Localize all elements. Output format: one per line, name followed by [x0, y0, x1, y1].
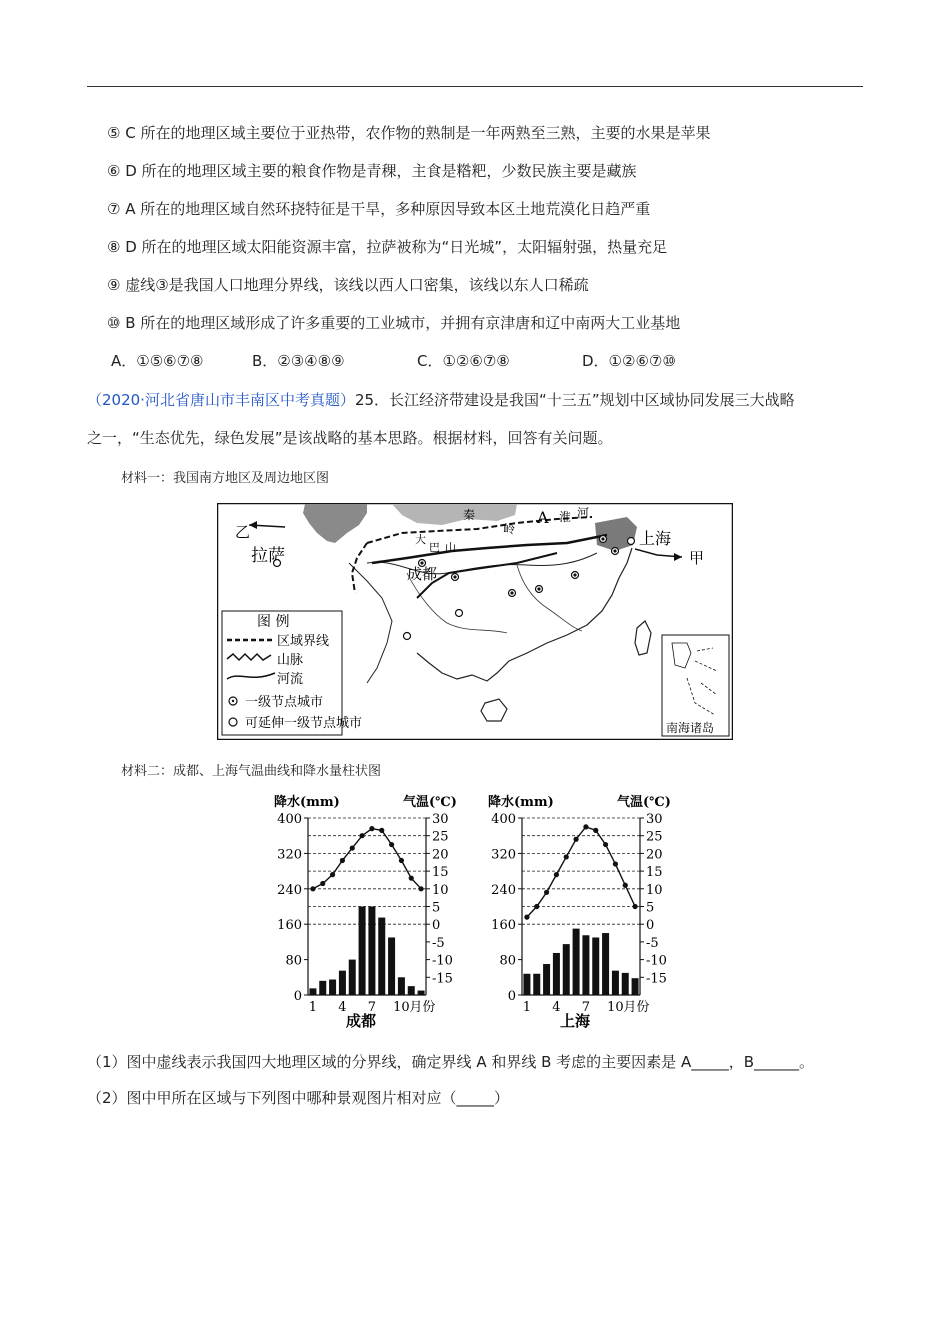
temp-point [389, 842, 394, 847]
month-tick-label: 7 [367, 1000, 377, 1015]
precip-bar [612, 971, 619, 995]
label-he: 河 [577, 506, 590, 520]
precip-tick-label: 320 [277, 847, 302, 863]
precip-bar [573, 929, 580, 995]
month-tick-label: 4 [338, 1000, 347, 1015]
precip-bar [563, 944, 570, 995]
precip-tick-label: 0 [293, 989, 302, 1004]
temp-tick-label: 5 [646, 900, 655, 916]
temp-tick-label: 0 [432, 918, 441, 934]
south-china-map [217, 503, 733, 740]
temp-point [399, 858, 404, 863]
option-b: B．②③④⑧⑨ [252, 352, 345, 370]
temp-tick-label: 30 [432, 812, 449, 827]
precip-bar [329, 980, 336, 995]
map-legend [222, 611, 362, 735]
material-2-caption: 材料二：成都、上海气温曲线和降水量柱状图 [121, 764, 382, 779]
node-hangzhou [628, 538, 635, 545]
label-qin: 秦 [463, 508, 476, 522]
temp-line [313, 829, 421, 889]
temp-tick-label: 0 [646, 918, 655, 934]
node-wuhan-center [574, 574, 576, 576]
question-25-stem: 25．长江经济带建设是我国“十三五”规划中区域协同发展三大战略 [354, 391, 795, 409]
label-a: A [537, 508, 549, 527]
label-chengdu: 成都 [407, 565, 438, 583]
month-axis-suffix: 月份 [409, 1000, 436, 1015]
temp-point [613, 861, 618, 866]
temp-tick-label: 25 [646, 829, 663, 845]
precip-bar [339, 971, 346, 995]
precip-bar [388, 937, 395, 995]
legend-mountain: 山脉 [277, 653, 304, 668]
temp-point [359, 833, 364, 838]
precip-bar [408, 986, 415, 995]
temp-tick-label: -5 [432, 935, 445, 951]
temp-point [350, 845, 355, 850]
label-ba: 巴 [429, 541, 440, 554]
temp-point [564, 854, 569, 859]
temp-tick-label: 15 [432, 865, 449, 881]
precip-bar [553, 953, 560, 995]
temp-point [379, 828, 384, 833]
question-25-line2: 之一，“生态优先，绿色发展”是该战略的基本思路。根据材料，回答有关问题。 [87, 429, 613, 447]
temp-point [320, 881, 325, 886]
south-sea-inset [662, 635, 729, 736]
precip-tick-label: 320 [491, 847, 516, 863]
statement-8: ⑧ D 所在的地理区域太阳能资源丰富，拉萨被称为“日光城”，太阳辐射强，热量充足 [107, 238, 668, 256]
statement-9: ⑨ 虚线③是我国人口地理分界线，该线以西人口密集，该线以东人口稀疏 [107, 276, 589, 294]
precip-bar [398, 977, 405, 995]
precip-bar [319, 981, 326, 995]
temp-point [310, 886, 315, 891]
temp-axis-title: 气温(℃) [403, 795, 457, 810]
temp-tick-label: 10 [646, 882, 663, 898]
temp-point [623, 883, 628, 888]
node-guiyang [456, 610, 463, 617]
label-huai: 淮 [559, 510, 572, 524]
temp-point [593, 828, 598, 833]
temp-tick-label: 20 [432, 847, 449, 863]
month-tick-label: 10 [393, 1000, 410, 1015]
precip-axis-title: 降水(mm) [488, 795, 554, 810]
temp-point [418, 886, 423, 891]
temp-line [527, 827, 635, 917]
label-yi: 乙 [235, 523, 251, 541]
precip-tick-label: 0 [507, 989, 516, 1004]
precip-tick-label: 80 [499, 953, 516, 969]
statement-7: ⑦ A 所在的地理区域自然环挠特征是干旱，多种原因导致本区土地荒漠化日趋严重 [107, 200, 651, 218]
climate-chart-chengdu [268, 790, 468, 1035]
month-tick-label: 1 [522, 1000, 532, 1015]
temp-tick-label: 20 [646, 847, 663, 863]
temp-point [534, 904, 539, 909]
label-da: 大 [415, 533, 426, 546]
temp-point [369, 826, 374, 831]
option-d: D．①②⑥⑦⑩ [582, 352, 676, 370]
legend-node-city: 一级节点城市 [245, 695, 324, 710]
precip-tick-label: 400 [277, 812, 302, 827]
precip-tick-label: 240 [277, 882, 302, 898]
precip-bar [543, 964, 550, 995]
climate-chart-shanghai [482, 790, 682, 1035]
temp-tick-label: -15 [646, 971, 667, 987]
label-ling: 岭 [503, 522, 516, 536]
node-nanjing-center [614, 550, 616, 552]
temp-point [409, 876, 414, 881]
precip-bar [349, 960, 356, 995]
statement-10: ⑩ B 所在的地理区域形成了许多重要的工业城市，并拥有京津唐和辽中南两大工业基地 [107, 314, 681, 332]
temp-point [340, 858, 345, 863]
temp-tick-label: -10 [432, 953, 453, 969]
precip-tick-label: 160 [277, 918, 302, 934]
precip-tick-label: 80 [285, 953, 302, 969]
precip-bar [368, 907, 375, 996]
temp-point [524, 915, 529, 920]
temp-tick-label: 30 [646, 812, 663, 827]
precip-tick-label: 240 [491, 882, 516, 898]
node-chongqing-center [454, 576, 456, 578]
question-source: （2020·河北省唐山市丰南区中考真题） [87, 391, 355, 409]
temp-point [554, 872, 559, 877]
temp-point [573, 837, 578, 842]
node-nanchang-center [538, 588, 540, 590]
precip-bar [582, 935, 589, 995]
header-rule [87, 86, 863, 87]
material-1-caption: 材料一：我国南方地区及周边地区图 [121, 471, 330, 486]
temp-tick-label: -5 [646, 935, 659, 951]
temp-tick-label: 5 [432, 900, 441, 916]
temp-tick-label: 25 [432, 829, 449, 845]
legend-boundary: 区域界线 [277, 634, 330, 649]
statement-5: ⑤ C 所在的地理区域主要位于亚热带，农作物的熟制是一年两熟至三熟，主要的水果是苹果 [107, 124, 711, 142]
temp-tick-label: 10 [432, 882, 449, 898]
legend-title: 图 例 [257, 614, 290, 630]
chart-title: 成都 [345, 1012, 377, 1030]
month-tick-label: 10 [607, 1000, 624, 1015]
temp-tick-label: 15 [646, 865, 663, 881]
month-tick-label: 4 [552, 1000, 561, 1015]
precip-axis-title: 降水(mm) [274, 795, 340, 810]
precip-tick-label: 160 [491, 918, 516, 934]
option-a: A．①⑤⑥⑦⑧ [111, 352, 204, 370]
precip-tick-label: 400 [491, 812, 516, 827]
temp-axis-title: 气温(℃) [617, 795, 671, 810]
question-2: （2）图中甲所在区域与下列图中哪种景观图片相对应（_____） [87, 1089, 510, 1107]
question-1: （1）图中虚线表示我国四大地理区域的分界线，确定界线 A 和界线 B 考虑的主要因素是 A_____，B______。 [87, 1053, 814, 1071]
temp-point [632, 904, 637, 909]
precip-bar [602, 933, 609, 995]
option-c: C．①②⑥⑦⑧ [417, 352, 510, 370]
temp-point [603, 842, 608, 847]
month-axis-suffix: 月份 [623, 1000, 650, 1015]
precip-bar [632, 978, 639, 995]
question-25-line1 [87, 390, 795, 410]
month-tick-label: 7 [581, 1000, 591, 1015]
precip-bar [592, 937, 599, 995]
label-jia: 甲 [689, 549, 705, 567]
statement-6: ⑥ D 所在的地理区域主要的粮食作物是青稞，主食是糌粑，少数民族主要是藏族 [107, 162, 637, 180]
legend-river: 河流 [277, 672, 304, 687]
precip-bar [533, 974, 540, 995]
month-tick-label: 1 [308, 1000, 318, 1015]
inset-label: 南海诸岛 [666, 721, 715, 735]
node-kunming [404, 633, 411, 640]
precip-bar [523, 974, 530, 995]
temp-tick-label: -10 [646, 953, 667, 969]
temp-point [330, 872, 335, 877]
temp-point [583, 824, 588, 829]
node-shanghai-center [602, 538, 604, 540]
precip-bar [309, 988, 316, 995]
precip-bar [359, 907, 366, 996]
chart-title: 上海 [559, 1012, 591, 1030]
precip-bar [418, 991, 425, 995]
precip-bar [378, 918, 385, 995]
label-shan: 山 [445, 541, 456, 554]
temp-tick-label: -15 [432, 971, 453, 987]
node-chengdu-center [421, 562, 423, 564]
label-shanghai: 上海 [639, 529, 672, 548]
temp-point [544, 890, 549, 895]
label-lhasa: 拉萨 [251, 546, 285, 566]
precip-bar [622, 973, 629, 995]
legend-extended-city: 可延伸一级节点城市 [245, 716, 363, 731]
node-changsha-center [511, 592, 513, 594]
